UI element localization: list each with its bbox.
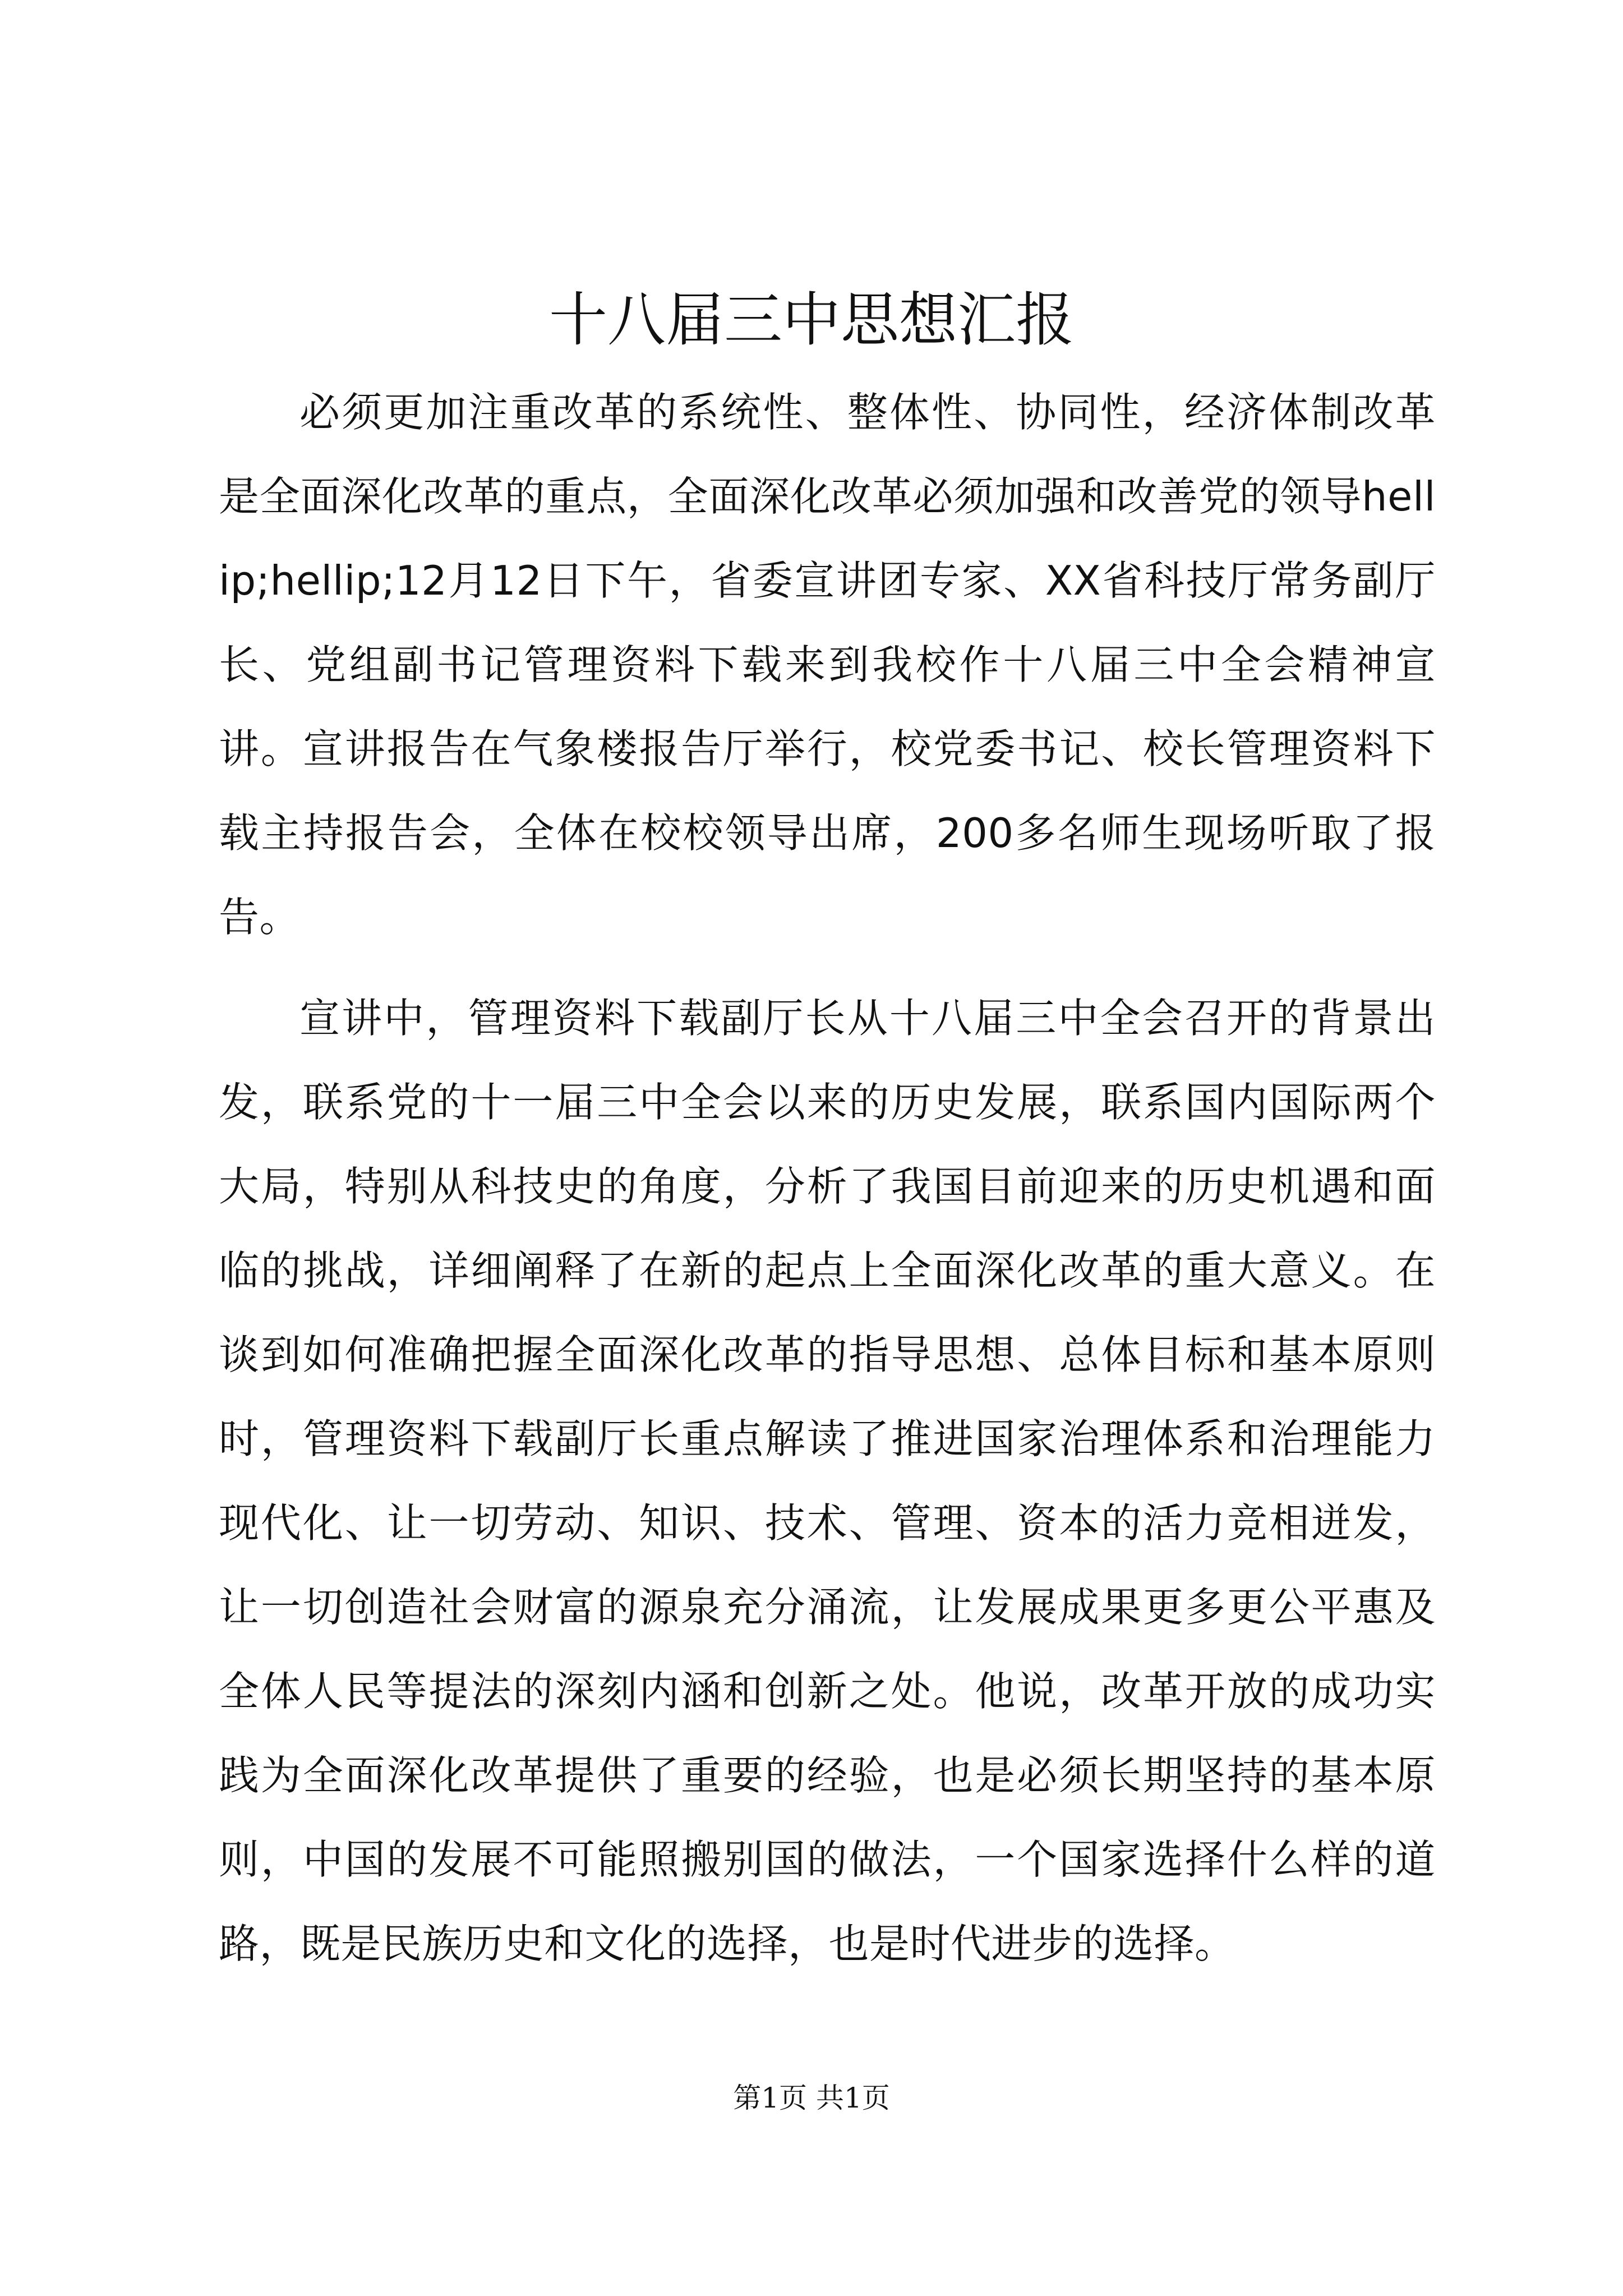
document-body <box>219 370 1436 1986</box>
paragraph-2: 宣讲中，管理资料下载副厅长从十八届三中全会召开的背景出发，联系党的十一届三中全会以来的历史发展，联系国内国际两个大局，特别从科技史的角度，分析了我国目前迎来的历史机遇和面临的挑战，详细阐释了在新的起点上全面深化改革的重大意义。在谈到如何准确把握全面深化改革的指导思想、总体目标和基本原则时，管理资料下载副厅长重点解读了推进国家治理体系和治理能力现代化、让一切劳动、知识、技术、管理、资本的活力竞相迸发，让一切创造社会财富的源泉充分涌流，让发展成果更多更公平惠及全体人民等提法的深刻内涵和创新之处。他说，改革开放的成功实践为全面深化改革提供了重要的经验，也是必须长期坚持的基本原则，中国的发展不可能照搬别国的做法，一个国家选择什么样的道路，既是民族历史和文化的选择，也是时代进步的选择。 <box>219 995 1436 1967</box>
document-title: 十八届三中思想汇报 <box>548 286 1074 354</box>
page-number-footer: 第1页 共1页 <box>733 2082 890 2114</box>
paragraph-1: 必须更加注重改革的系统性、整体性、协同性，经济体制改革是全面深化改革的重点，全面深化改革必须加强和改善党的领导hellip;hellip;12月12日下午，省委宣讲团专家、XX省科技厅常务副厅长、党组副书记管理资料下载来到我校作十八届三中全会精神宣讲。宣讲报告在气象楼报告厅举行，校党委书记、校长管理资料下载主持报告会，全体在校校领导出席，200多名师生现场听取了报告。 <box>219 389 1436 941</box>
